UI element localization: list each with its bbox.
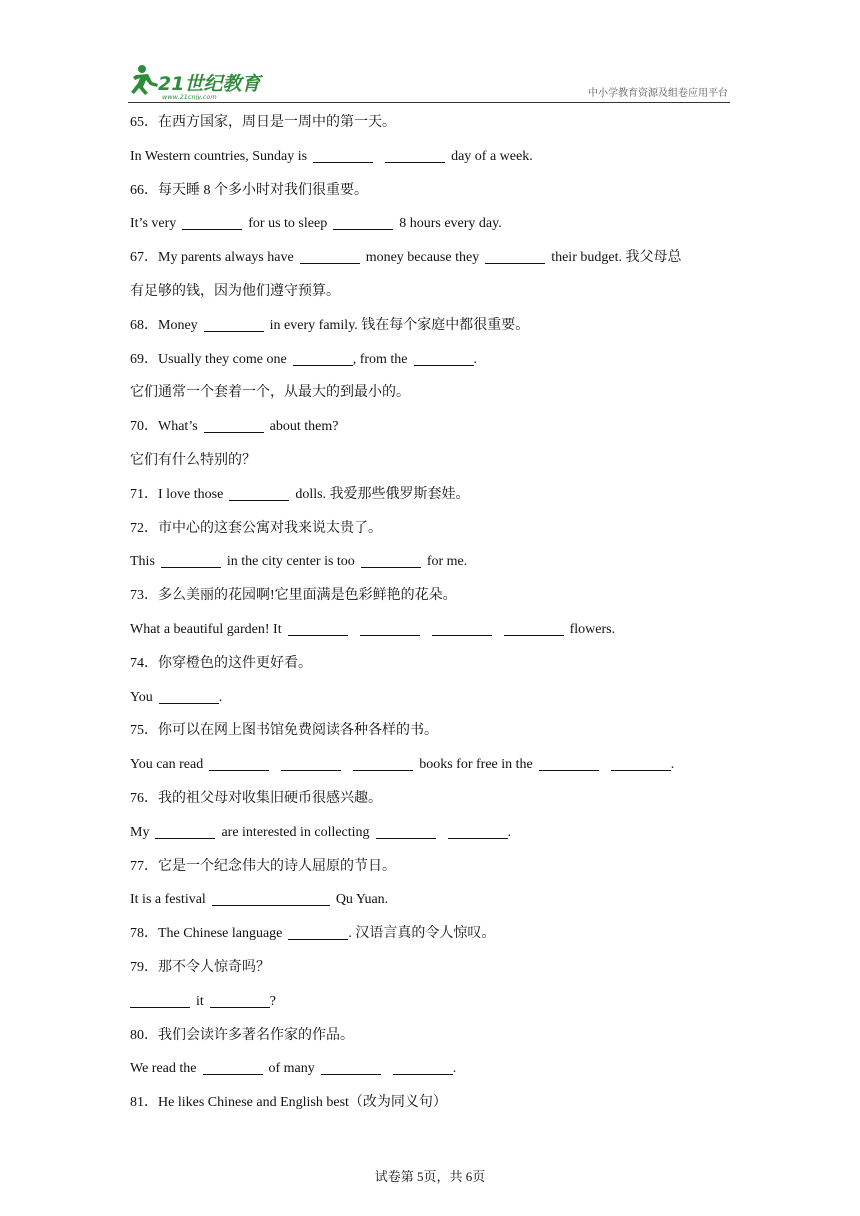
q72-text-b: in the city center is too [226, 554, 355, 570]
q75-text-c: . [670, 757, 675, 773]
q76-text-a: My [130, 824, 150, 840]
q79-text-c: ? [269, 993, 276, 1009]
q80-zh: 80．我们会读许多著名作家的作品。 [130, 1027, 354, 1043]
q79-zh: 79．那不令人惊奇吗？ [130, 959, 270, 975]
q73-zh: 73．多么美丽的花园啊!它里面满是色彩鲜艳的花朵。 [130, 588, 457, 604]
q75-zh: 75．你可以在网上图书馆免费阅读各种各样的书。 [130, 723, 438, 739]
q78-zh: 汉语言真的令人惊叹。 [355, 926, 496, 942]
q78-text-b: . [348, 926, 352, 942]
answer-blank[interactable] [281, 756, 341, 771]
q67-text-a: 67．My parents always have [130, 250, 294, 266]
q77-zh: 77．它是一个纪念伟大的诗人屈原的节日。 [130, 858, 396, 874]
q71-text-a: 71．I love those [130, 486, 224, 502]
answer-blank[interactable] [130, 993, 190, 1008]
logo-icon [128, 62, 268, 100]
q68-text-a: 68．Money [130, 317, 198, 333]
q69-text-c: . [473, 351, 478, 367]
q81: 81．He likes Chinese and English best（改为同义句） [130, 1095, 447, 1111]
q66-text-b: for us to sleep [248, 216, 328, 232]
q74-en [130, 687, 730, 721]
answer-blank[interactable] [485, 249, 545, 264]
answer-blank[interactable] [212, 891, 330, 906]
logo-text: 21世纪教育 [158, 73, 261, 95]
q76-text-c: . [507, 824, 512, 840]
q73-text-a: What a beautiful garden! It [130, 621, 282, 637]
answer-blank[interactable] [448, 824, 508, 839]
q75-text-a: You can read [130, 757, 204, 773]
q77-en [130, 889, 730, 923]
q79-text-b: it [196, 993, 204, 1009]
q79-en [130, 991, 730, 1025]
answer-blank[interactable] [182, 215, 242, 230]
platform-name: 中小学教育资源及组卷应用平台 [588, 88, 728, 99]
q67-text-b: money because they [365, 250, 480, 266]
answer-blank[interactable] [204, 317, 264, 332]
answer-blank[interactable] [313, 148, 373, 163]
q65-text-b: day of a week. [451, 148, 533, 164]
q73-en [130, 619, 730, 653]
answer-blank[interactable] [432, 621, 492, 636]
q67-text-c: their budget. [551, 250, 622, 266]
q78-text-a: 78．The Chinese language [130, 926, 283, 942]
q76-text-b: are interested in collecting [221, 824, 370, 840]
q69-text-a: 69．Usually they come one [130, 351, 287, 367]
answer-blank[interactable] [360, 621, 420, 636]
question-list [130, 112, 730, 1126]
q67-zh-1: 我父母总 [625, 250, 682, 266]
q74-zh: 74．你穿橙色的这件更好看。 [130, 655, 312, 671]
answer-blank[interactable] [361, 553, 421, 568]
q67-en [130, 247, 730, 281]
q65-en [130, 146, 730, 180]
answer-blank[interactable] [353, 756, 413, 771]
answer-blank[interactable] [333, 215, 393, 230]
q70-en [130, 416, 730, 450]
answer-blank[interactable] [204, 418, 264, 433]
q66-zh: 66．每天睡 8 个多小时对我们很重要。 [130, 182, 368, 198]
q70-text-b: about them? [269, 419, 339, 435]
answer-blank[interactable] [203, 1060, 263, 1075]
answer-blank[interactable] [288, 925, 348, 940]
q73-text-b: flowers. [569, 621, 616, 637]
q78 [130, 923, 730, 957]
answer-blank[interactable] [385, 148, 445, 163]
q80-text-b: of many [268, 1061, 315, 1077]
answer-blank[interactable] [288, 621, 348, 636]
q76-zh: 76．我的祖父母对收集旧硬币很感兴趣。 [130, 790, 382, 806]
answer-blank[interactable] [300, 249, 360, 264]
q68-zh: 钱在每个家庭中都很重要。 [361, 317, 530, 333]
q65-text-a: In Western countries, Sunday is [130, 148, 308, 164]
q68-text-b: in every family. [269, 317, 358, 333]
q67-zh-2: 有足够的钱，因为他们遵守预算。 [130, 283, 340, 299]
q66-text-a: It’s very [130, 216, 177, 232]
answer-blank[interactable] [414, 351, 474, 366]
page-header [128, 62, 730, 103]
q74-text-a: You [130, 689, 153, 705]
q72-text-c: for me. [426, 554, 468, 570]
answer-blank[interactable] [159, 689, 219, 704]
q80-text-c: . [452, 1061, 457, 1077]
q70-zh: 它们有什么特别的？ [130, 452, 256, 468]
q71-text-b: dolls. [295, 486, 327, 502]
answer-blank[interactable] [539, 756, 599, 771]
q66-en [130, 213, 730, 247]
q65-zh: 65．在西方国家，周日是一周中的第一天。 [130, 115, 396, 130]
answer-blank[interactable] [155, 824, 215, 839]
q69-text-b: , from the [352, 351, 408, 367]
q77-text-a: It is a festival [130, 892, 206, 908]
q66-text-c: 8 hours every day. [399, 216, 502, 232]
answer-blank[interactable] [393, 1060, 453, 1075]
q68 [130, 315, 730, 349]
q75-text-b: books for free in the [419, 757, 533, 773]
q71 [130, 484, 730, 518]
q69-zh: 它们通常一个套着一个，从最大的到最小的。 [130, 385, 410, 401]
answer-blank[interactable] [161, 553, 221, 568]
answer-blank[interactable] [504, 621, 564, 636]
answer-blank[interactable] [321, 1060, 381, 1075]
q70-text-a: 70．What’s [130, 419, 198, 435]
q69-en [130, 349, 730, 383]
q76-en [130, 822, 730, 856]
q80-text-a: We read the [130, 1061, 197, 1077]
answer-blank[interactable] [229, 486, 289, 501]
q74-text-b: . [218, 689, 223, 705]
q72-en [130, 551, 730, 585]
q77-text-b: Qu Yuan. [335, 892, 389, 908]
page-footer: 试卷第 5页，共 6页 [374, 1169, 486, 1184]
answer-blank[interactable] [376, 824, 436, 839]
q75-en [130, 754, 730, 788]
answer-blank[interactable] [611, 756, 671, 771]
q72-zh: 72．市中心的这套公寓对我来说太贵了。 [130, 520, 382, 536]
answer-blank[interactable] [293, 351, 353, 366]
q80-en [130, 1058, 730, 1092]
q71-zh: 我爱那些俄罗斯套娃。 [329, 486, 470, 502]
q72-text-a: This [130, 554, 155, 570]
answer-blank[interactable] [209, 756, 269, 771]
logo-url: www.21cnjy.com [162, 93, 217, 100]
answer-blank[interactable] [210, 993, 270, 1008]
